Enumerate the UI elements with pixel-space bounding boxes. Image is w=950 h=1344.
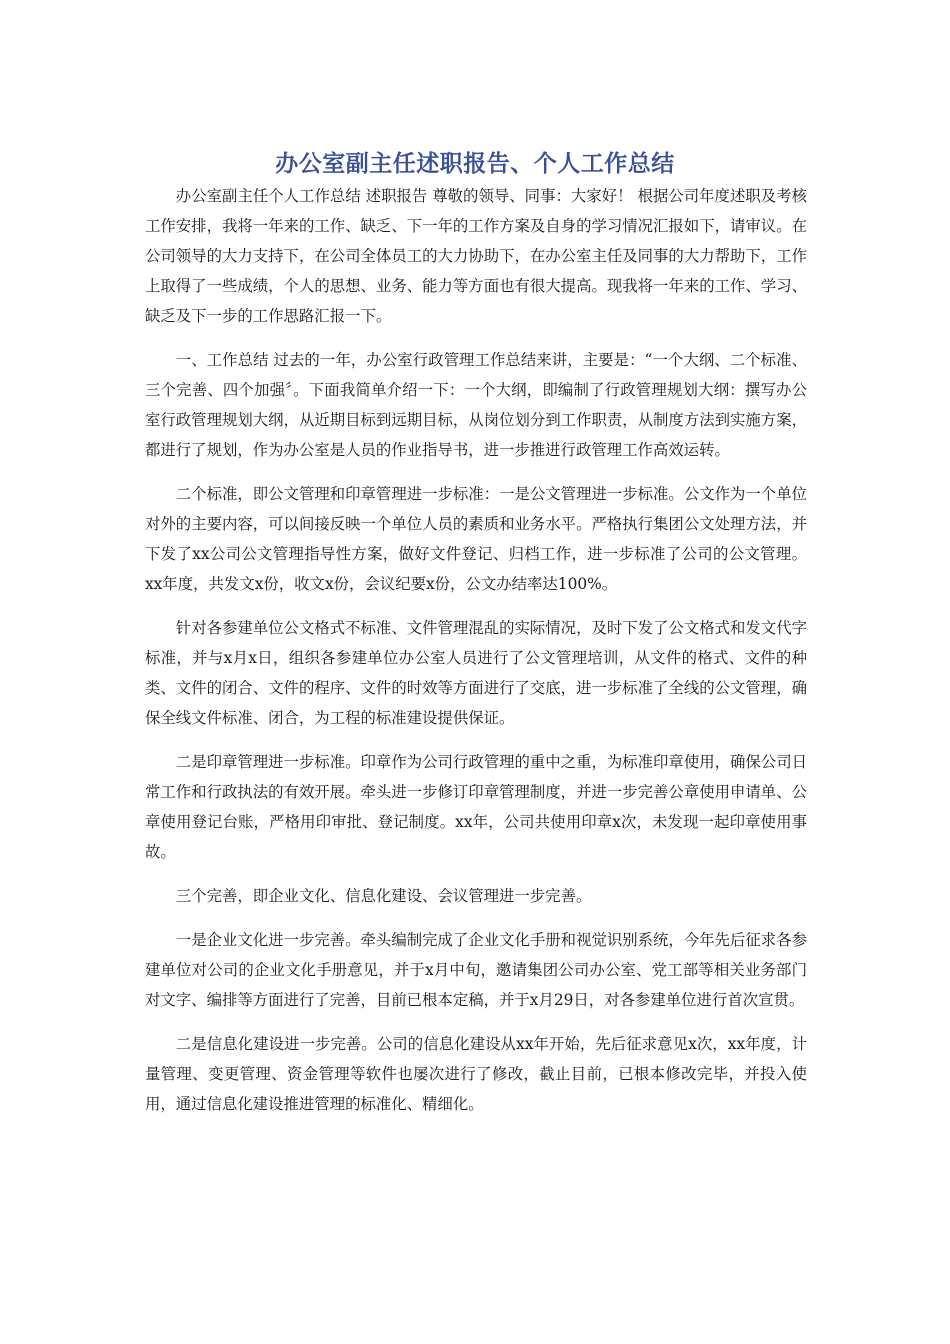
paragraph-document-format: 针对各参建单位公文格式不标准、文件管理混乱的实际情况，及时下发了公文格式和发文代字标准，并与x月x日，组织各参建单位办公室人员进行了公文管理培训，从文件的格式、文件的种类、文件的闭合、文件的程序、文件的时效等方面进行了交底，进一步标准了全线的公文管理，确保全线文件标准、闭合，为工程的标准建设提供保证。 xyxy=(145,619,807,727)
document-body xyxy=(145,181,807,1133)
paragraph-work-summary: 一、工作总结 过去的一年，办公室行政管理工作总结来讲，主要是：“一个大纲、二个标准、三个完善、四个加强〞。下面我简单介绍一下：一个大纲，即编制了行政管理规划大纲：撰写办公室行政管理规划大纲，从近期目标到远期目标，从岗位划分到工作职责，从制度方法到实施方案，都进行了规划，作为办公室是人员的作业指导书，进一步推进行政管理工作高效运转。 xyxy=(145,351,807,459)
paragraph-three-improvements: 三个完善，即企业文化、信息化建设、会议管理进一步完善。 xyxy=(175,887,592,905)
paragraph-seal-management: 二是印章管理进一步标准。印章作为公司行政管理的重中之重，为标准印章使用，确保公司日常工作和行政执法的有效开展。牵头进一步修订印章管理制度，并进一步完善公章使用申请单、公章使用登记台账，严格用印审批、登记制度。xx年，公司共使用印章x次，未发现一起印章使用事故。 xyxy=(145,753,807,861)
paragraph-corporate-culture: 一是企业文化进一步完善。牵头编制完成了企业文化手册和视觉识别系统，今年先后征求各参建单位对公司的企业文化手册意见，并于x月中旬，邀请集团公司办公室、党工部等相关业务部门对文字、编排等方面进行了完善，目前已根本定稿，并于x月29日，对各参建单位进行首次宣贯。 xyxy=(145,931,807,1009)
paragraph-informatization: 二是信息化建设进一步完善。公司的信息化建设从xx年开始，先后征求意见x次，xx年度，计量管理、变更管理、资金管理等软件也屡次进行了修改，截止目前，已根本修改完毕，并投入使用，通过信息化建设推进管理的标准化、精细化。 xyxy=(145,1035,807,1113)
document-title: 办公室副主任述职报告、个人工作总结 xyxy=(275,151,675,178)
paragraph-two-standards: 二个标准，即公文管理和印章管理进一步标准：一是公文管理进一步标准。公文作为一个单位对外的主要内容，可以间接反映一个单位人员的素质和业务水平。严格执行集团公文处理方法，并下发了xx公司公文管理指导性方案，做好文件登记、归档工作，进一步标准了公司的公文管理。xx年度，共发文x份，收文x份，会议纪要x份，公文办结率达100%。 xyxy=(145,485,807,593)
paragraph-intro: 办公室副主任个人工作总结 述职报告 尊敬的领导、同事：大家好！ 根据公司年度述职及考核工作安排，我将一年来的工作、缺乏、下一年的工作方案及自身的学习情况汇报如下，请审议。在公司领导的大力支持下，在公司全体员工的大力协助下，在办公室主任及同事的大力帮助下，工作上取得了一些成绩，个人的思想、业务、能力等方面也有很大提高。现我将一年来的工作、学习、缺乏及下一步的工作思路汇报一下。 xyxy=(145,187,807,325)
